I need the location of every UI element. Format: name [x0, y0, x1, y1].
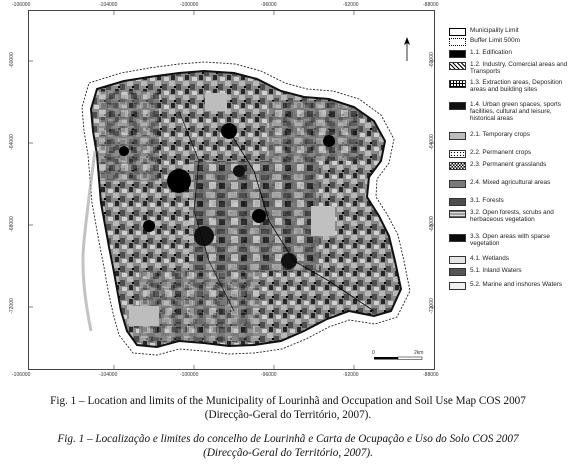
scale-start-label: 0: [372, 350, 375, 356]
x-tick-bottom-6: -88000: [423, 372, 439, 378]
legend-label: 2.2. Permanent crops: [470, 149, 532, 156]
x-tick-top-2: -104000: [99, 2, 118, 8]
map-frame: [28, 10, 435, 370]
legend-swatch: [449, 150, 466, 158]
caption-en-line-1: Fig. 1 – Location and limits of the Municipality of Lourinhã and Occupation and Soil Use Map COS 2007: [50, 395, 526, 407]
caption-portuguese: [0, 432, 576, 460]
y-tick-left-1: -60000: [8, 52, 15, 68]
legend-label: 1.4. Urban green spaces, sports facilities, cultural and leisure, historical areas: [470, 101, 561, 123]
legend-label: 4.1. Wetlands: [470, 255, 509, 262]
y-tick-right-4: -72000: [428, 298, 435, 314]
legend-label: 3.1. Forests: [470, 197, 504, 204]
y-tick-right-3: -68000: [428, 216, 435, 232]
caption-pt-line-2: (Direcção-Geral do Território, 2007).: [203, 447, 373, 459]
legend-swatch: [449, 180, 466, 188]
legend-swatch: [449, 62, 466, 70]
legend-label: 5.2. Marine and inshores Waters: [470, 281, 563, 288]
legend-label: Buffer Limit 500m: [470, 37, 520, 44]
x-tick-top-4: -96000: [261, 2, 277, 8]
legend-swatch: [449, 268, 466, 276]
x-tick-bottom-4: -96000: [261, 372, 277, 378]
x-tick-top-1: -106000: [12, 2, 31, 8]
legend-label: 1.2. Industry, Comercial areas and Transports: [470, 61, 568, 76]
caption-english: [0, 394, 576, 422]
legend-label: Municipality Limit: [470, 27, 519, 34]
legend-swatch: [449, 282, 466, 290]
legend-swatch: [449, 132, 466, 140]
x-tick-top-5: -92000: [343, 2, 359, 8]
legend-label: 2.3. Permanent grasslands: [470, 161, 547, 168]
caption-en-line-2: (Direcção-Geral do Território, 2007).: [204, 409, 372, 421]
caption-pt-line-1: Fig. 1 – Localização e limites do concelho de Lourinhã e Carta de Ocupação e Uso do Solo COS 2007: [57, 433, 519, 445]
legend-swatch: [449, 234, 466, 242]
x-tick-bottom-5: -92000: [343, 372, 359, 378]
x-tick-bottom-3: -100000: [180, 372, 199, 378]
y-tick-right-2: -64000: [428, 134, 435, 150]
legend-label: 2.4. Mixed agricultural areas: [470, 179, 551, 186]
legend-label: 5.1. Inland Waters: [470, 267, 522, 274]
legend-swatch: [449, 198, 466, 206]
legend-swatch: [449, 256, 466, 264]
legend-swatch: [449, 50, 466, 58]
scale-bar: [374, 357, 422, 360]
legend-swatch: [449, 28, 466, 36]
legend-swatch: [449, 38, 466, 46]
y-tick-left-3: -68000: [8, 216, 15, 232]
legend-swatch: [449, 210, 466, 218]
legend-label: 1.3. Extraction areas, Deposition areas and building sites: [470, 79, 563, 94]
y-tick-right-1: -60000: [428, 52, 435, 68]
land-use-map: [29, 11, 434, 369]
y-tick-left-4: -72000: [8, 298, 15, 314]
legend-label: 3.3. Open areas with sparse vegetation: [470, 233, 550, 248]
north-arrow: [404, 37, 410, 61]
y-tick-left-2: -64000: [8, 134, 15, 150]
x-tick-bottom-1: -106000: [12, 372, 31, 378]
x-tick-top-3: -100000: [180, 2, 199, 8]
x-tick-bottom-2: -104000: [99, 372, 118, 378]
x-tick-top-6: -88000: [423, 2, 439, 8]
legend-swatch: [449, 102, 466, 110]
legend-label: 2.1. Temporary crops: [470, 131, 530, 138]
legend-swatch: [449, 162, 466, 170]
legend-swatch: [449, 80, 466, 88]
legend-label: 1.1. Edification: [470, 49, 512, 56]
legend-label: 3.2. Open forests, scrubs and herbaceous vegetation: [470, 209, 554, 224]
scale-end-label: 2km: [414, 350, 424, 356]
